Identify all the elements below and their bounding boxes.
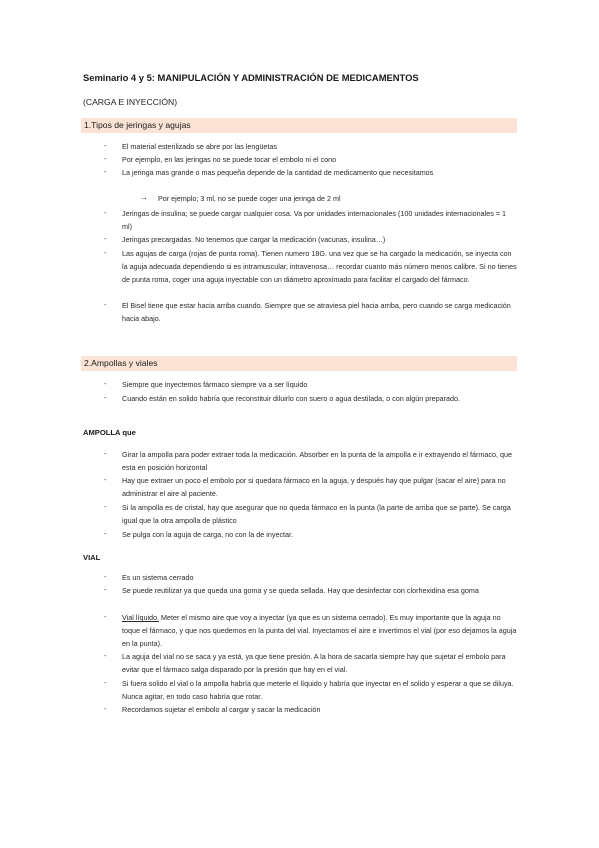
- list-item-text: Se puede reutilizar ya que queda una goma y se queda sellada. Hay que desinfectar con clorhexidina esa goma: [122, 586, 479, 595]
- underlined-lead: Vial líquido.: [122, 613, 160, 622]
- list-item-text-rest: Meter el mismo aire que voy a inyectar (ya que es un sistema cerrado). Es muy importante que la aguja no toque el fármaco, y que nos quedemos en la punta del vial. Inyectamos el aire e invertimos el vial (por eso dejamos la aguja en la punta).: [122, 613, 517, 648]
- list-item-text: El Bisel tiene que estar hacia arriba cuando. Siempre que se atraviesa piel hacia arriba, pero cuando se carga medicación hacia abajo.: [122, 301, 511, 323]
- list-item-text: Siempre que inyectemos fármaco siempre va a ser líquido: [122, 380, 308, 389]
- list-item-text: Jeringas precargadas. No tenemos que cargar la medicación (vacunas, insulina…): [122, 235, 386, 244]
- bullet-dash: -: [104, 449, 107, 458]
- bullet-dash: -: [104, 379, 107, 388]
- sub-list-item-text: Por ejemplo; 3 ml, no se puede coger una jeringa de 2 ml: [158, 194, 341, 203]
- bullet-dash: -: [104, 393, 107, 402]
- list-item-text: La jeringa mas grande o mas pequeña depende de la cantidad de medicamento que necesitamos: [122, 168, 434, 177]
- list-item-text: Si fuera solido el vial o la ampolla habría que meterle el líquido y habría que inyectar en el solido y esperar a que se diluya. Nunca agitar, en todo caso habría que rotar.: [122, 679, 514, 701]
- section-title: 1.Tipos de jeringas y agujas: [84, 120, 191, 130]
- list-item-text: Se pulga con la aguja de carga, no con la de inyectar.: [122, 530, 294, 539]
- bullet-dash: -: [104, 300, 107, 309]
- bullet-dash: -: [104, 154, 107, 163]
- list-item-text: Es un sistema cerrado: [122, 573, 194, 582]
- list-item-text: Cuando están en solido habría que reconstituir diluirlo con suero o agua destilada, o con algún preparado.: [122, 394, 461, 403]
- bullet-dash: -: [104, 141, 107, 150]
- bullet-dash: -: [104, 234, 107, 243]
- list-item-text: [122, 612, 518, 650]
- list-item-text: Recordamos sujetar el embolo al cargar y sacar la medicación: [122, 705, 321, 714]
- bullet-dash: -: [104, 572, 107, 581]
- bullet-dash: -: [104, 502, 107, 511]
- section-header-2: [81, 356, 517, 371]
- bullet-dash: -: [104, 704, 107, 713]
- page-subtitle: (CARGA E INYECCIÓN): [83, 97, 178, 107]
- bullet-dash: -: [104, 167, 107, 176]
- bullet-dash: -: [104, 208, 107, 217]
- arrow-icon: →: [140, 193, 148, 202]
- bullet-dash: -: [104, 585, 107, 594]
- section-header-1: [81, 118, 517, 133]
- vial-label: VIAL: [83, 553, 101, 562]
- bullet-dash: -: [104, 529, 107, 538]
- page-title: Seminario 4 y 5: MANIPULACIÓN Y ADMINISTRACIÓN DE MEDICAMENTOS: [83, 72, 419, 83]
- list-item-text: Si la ampolla es de cristal, hay que asegurar que no queda fármaco en la punta (la parte de arriba que se parte). Se carga igual que la otra ampolla de plástico: [122, 503, 511, 525]
- list-item-text: Las agujas de carga (rojas de punta roma). Tienen numero 18G. una vez que se ha cargado la medicación, se inyecta con la aguja adecuada dependiendo si es intramuscular, intravenosa… recordar cuanto más número menos calibre. Si no tienes de punta roma, coger una aguja inyectable con un diámetro aproximado para facilitar el cargado del fármaco.: [122, 249, 517, 284]
- bullet-dash: -: [104, 612, 107, 621]
- list-item-text: Girar la ampolla para poder extraer toda la medicación. Absorber en la punta de la ampolla e ir extrayendo el fármaco, que esta en posición horizontal: [122, 450, 512, 472]
- list-item-text: El material esterilizado se abre por las lengüetas: [122, 142, 278, 151]
- section-title: 2.Ampollas y viales: [84, 358, 158, 368]
- list-item-text: Por ejemplo, en las jeringas no se puede tocar el embolo ni el cono: [122, 155, 337, 164]
- list-item-text: Hay que extraer un poco el embolo por si quedara fármaco en la aguja, y después hay que pulgar (sacar el aire) para no administrar el aire al paciente.: [122, 476, 506, 498]
- ampolla-label: AMPOLLA que: [83, 428, 136, 437]
- list-item-text: Jeringas de insulina; se puede cargar cualquier cosa. Va por unidades internacionales (100 unidades internacionales = 1 ml): [122, 209, 507, 231]
- bullet-dash: -: [104, 678, 107, 687]
- bullet-dash: -: [104, 475, 107, 484]
- bullet-dash: -: [104, 651, 107, 660]
- bullet-dash: -: [104, 248, 107, 257]
- list-item-text: La aguja del vial no se saca y ya está, ya que tiene presión. A la hora de sacarla siempre hay que sujetar el embolo para evitar que el fármaco salga disparado por la presión que hay en el vial.: [122, 652, 506, 674]
